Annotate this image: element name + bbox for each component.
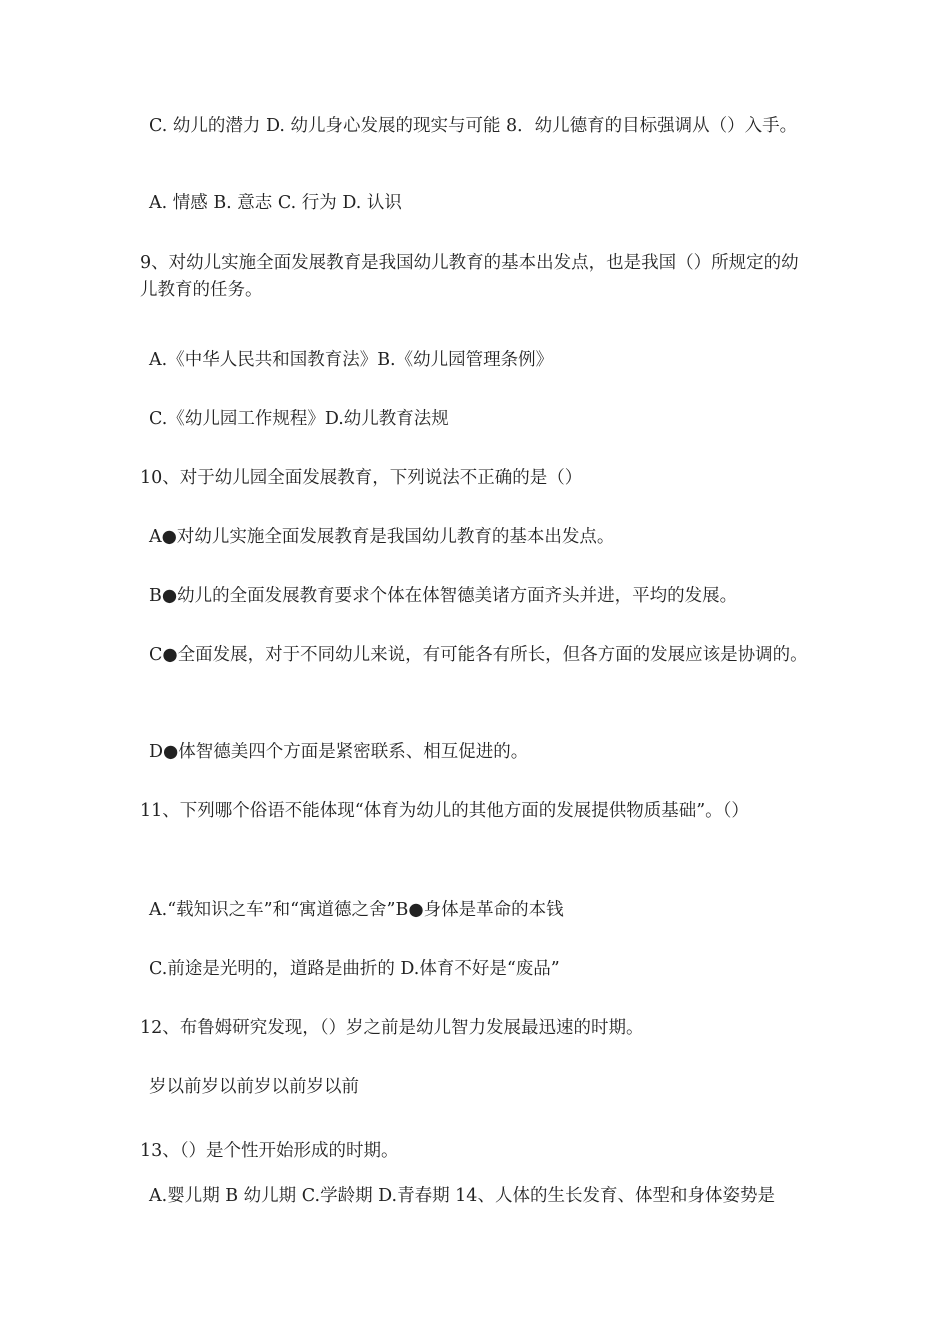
text-line-1: C. 幼儿的潜力 D. 幼儿身心发展的现实与可能 8．幼儿德育的目标强调从（）入手。 (149, 116, 798, 136)
question-11: 11、下列哪个俗语不能体现“体育为幼儿的其他方面的发展提供物质基础”。（） (140, 801, 749, 821)
question-10-option-d: D●体智德美四个方面是紧密联系、相互促进的。 (149, 742, 529, 762)
question-10-option-a: A●对幼儿实施全面发展教育是我国幼儿教育的基本出发点。 (149, 527, 615, 547)
question-10: 10、对于幼儿园全面发展教育，下列说法不正确的是（） (140, 468, 583, 488)
question-10-option-b: B●幼儿的全面发展教育要求个体在体智德美诸方面齐头并进，平均的发展。 (149, 586, 738, 606)
question-13: 13、（）是个性开始形成的时期。 (140, 1141, 399, 1161)
question-11-options-ab: A.“载知识之车”和“寓道德之舍”B●身体是革命的本钱 (149, 900, 564, 920)
question-13-options: A.婴儿期 B 幼儿期 C.学龄期 D.青春期 14、人体的生长发育、体型和身体姿势是 (149, 1186, 775, 1206)
text-line-2: A. 情感 B. 意志 C. 行为 D. 认识 (149, 193, 402, 213)
question-10-option-c: C●全面发展，对于不同幼儿来说，有可能各有所长，但各方面的发展应该是协调的。 (149, 645, 808, 665)
question-9: 9、对幼儿实施全面发展教育是我国幼儿教育的基本出发点，也是我国（）所规定的幼儿教育的任务。 (140, 253, 799, 300)
question-11-options-cd: C.前途是光明的，道路是曲折的 D.体育不好是“废品” (149, 959, 560, 979)
question-9-options-cd: C.《幼儿园工作规程》D.幼儿教育法规 (149, 409, 449, 429)
question-12-options: 岁以前岁以前岁以前岁以前 (149, 1077, 359, 1097)
question-9-options-ab: A.《中华人民共和国教育法》B.《幼儿园管理条例》 (149, 350, 554, 370)
question-12: 12、布鲁姆研究发现，（）岁之前是幼儿智力发展最迅速的时期。 (140, 1018, 644, 1038)
